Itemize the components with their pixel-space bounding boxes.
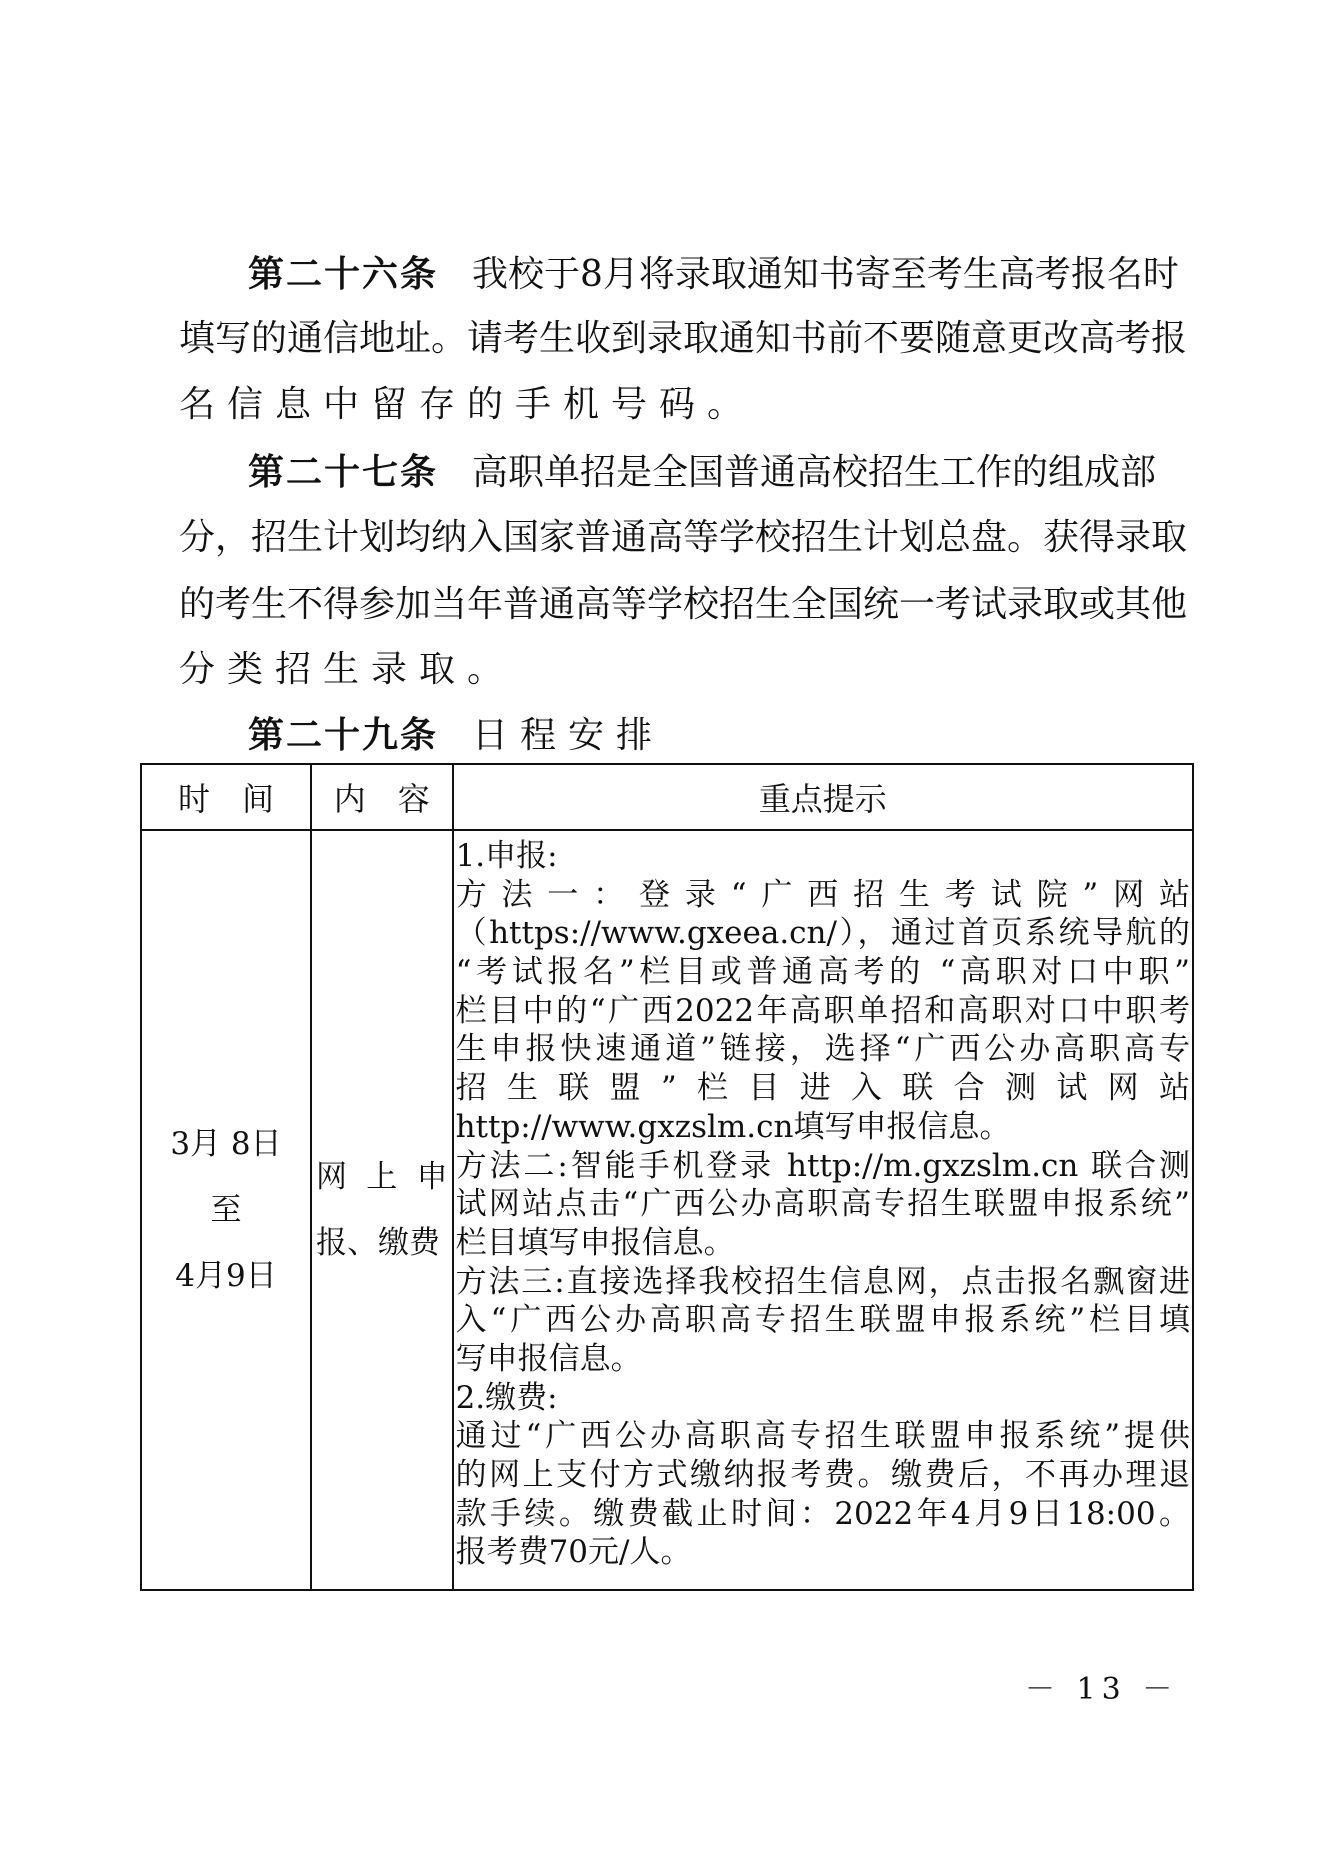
notes-line: “考试报名”栏目或普通高考的 “高职对口中职” [455,954,1190,991]
header-content: 内 容 [311,764,453,830]
notes-line: 的网上支付方式缴纳报考费。缴费后，不再办理退 [455,1457,1190,1493]
time-to: 至 [210,1192,242,1228]
notes-line: 报考费70元/人。 [455,1534,692,1571]
article-first-line [248,241,1179,307]
article-line: 的考生不得参加当年普通高等学校招生全国统一考试录取或其他 [179,584,1188,625]
schedule-table [140,763,1194,1591]
notes-line: 方法二:智能手机登录 http://m.gxzslm.cn 联合测 [455,1147,1190,1184]
notes-line: 款手续。缴费截止时间：2022年4月9日18:00。 [455,1495,1190,1532]
content-cell [311,830,453,1590]
notes-line: 1.申报: [455,838,558,874]
time-start: 3月 8日 [170,1126,282,1162]
notes-line: 2.缴费: [455,1379,558,1416]
article-first-line [248,439,1155,505]
article-text: 我校于8月将录取通知书寄至考生高考报名时 [472,254,1179,295]
notes-line: 通过“广西公办高职高专招生联盟申报系统”提供 [455,1418,1190,1455]
article-first-line [248,702,1155,768]
notes-line: 栏目中的“广西2022年高职单招和高职对口中职考 [455,992,1190,1029]
notes-line: 生申报快速通道”链接，选择“广西公办高职高专 [455,1031,1190,1068]
article-heading: 第二十六条 [248,253,439,295]
article-text: 日程安排 [472,715,665,756]
content-line: 报、缴费 [315,1225,440,1261]
article-line: 分，招生计划均纳入国家普通高等学校招生计划总盘。获得录取 [179,517,1188,558]
time-cell [141,830,311,1590]
header-notes: 重点提示 [453,764,1193,830]
table-header-row [141,764,1193,830]
article-heading: 第二十七条 [248,451,439,493]
notes-line: 试网站点击“广西公办高职高专招生联盟申报系统” [455,1186,1190,1223]
notes-cell [453,830,1193,1590]
notes-line: 招生联盟”栏目进入联合测试网站 [455,1070,1190,1107]
notes-line: 方法一：登录“广西招生考试院”网站 [455,876,1190,913]
notes-line: http://www.gxzslm.cn填写申报信息。 [455,1108,1011,1145]
table-row [141,830,1193,1590]
article-line: 名信息中留存的手机号码。 [179,384,756,425]
time-end: 4月9日 [175,1258,277,1294]
notes-line: 方法三:直接选择我校招生信息网，点击报名飘窗进 [455,1263,1190,1300]
article-line: 分类招生录取。 [179,649,516,690]
notes-line: 写申报信息。 [455,1340,642,1377]
header-time: 时 间 [141,764,311,830]
page-number: － 13 － [1025,1672,1179,1707]
notes-line: 栏目填写申报信息。 [455,1224,735,1261]
notes-line: （https://www.gxeea.cn/），通过首页系统导航的 [455,915,1190,952]
article-line: 填写的通信地址。请考生收到录取通知书前不要随意更改高考报 [179,318,1188,359]
article-text: 高职单招是全国普通高校招生工作的组成部 [472,452,1157,493]
article-heading: 第二十九条 [248,714,439,756]
content-line: 网 上 申 [315,1159,448,1195]
notes-line: 入“广西公办高职高专招生联盟申报系统”栏目填 [455,1302,1190,1339]
